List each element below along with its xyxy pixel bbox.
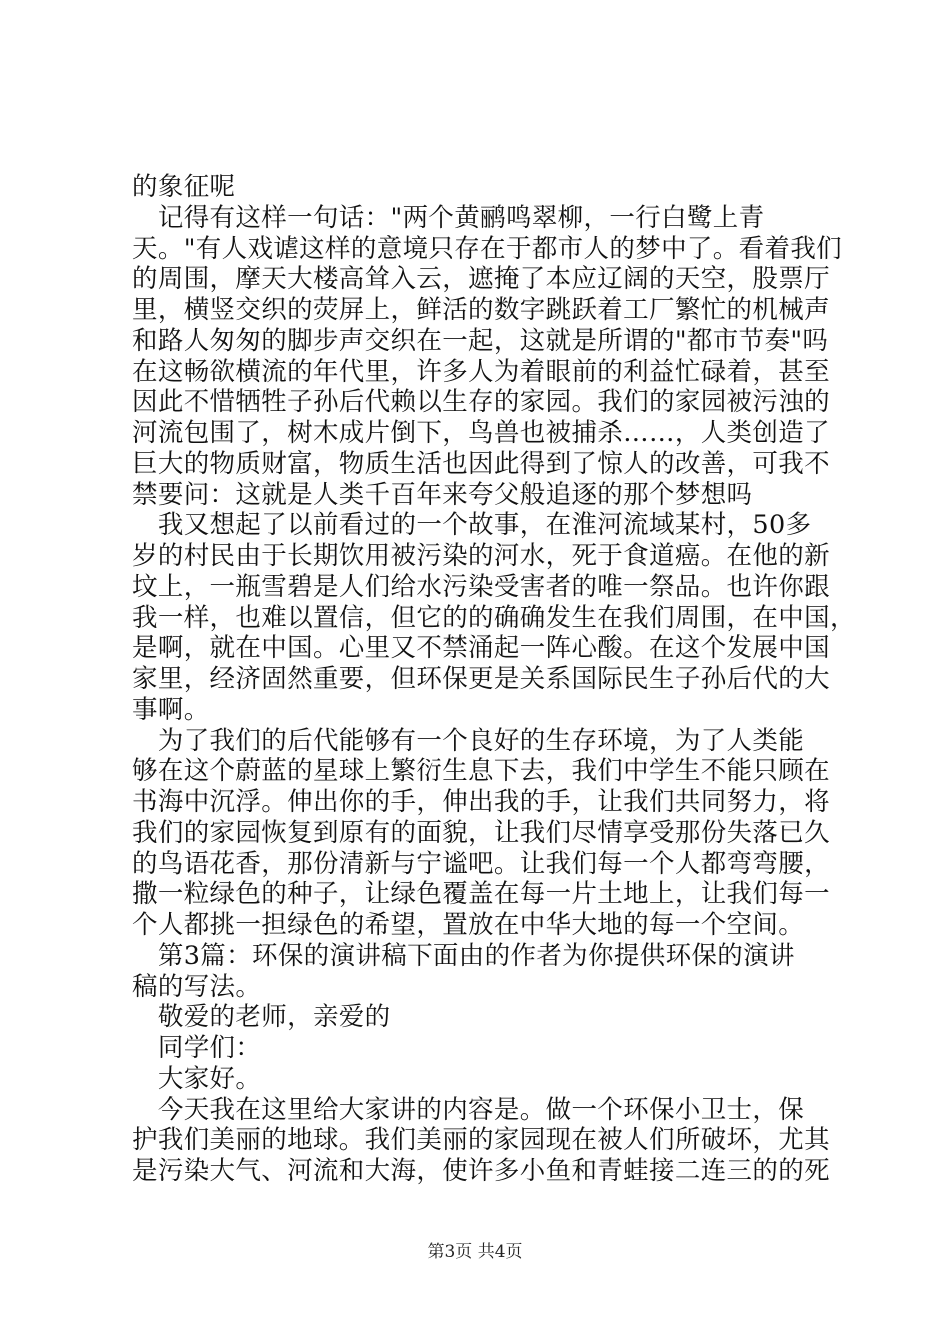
text-line: 的象征呢 — [132, 172, 236, 202]
text-line: 够在这个蔚蓝的星球上繁衍生息下去，我们中学生不能只顾在 — [132, 756, 830, 786]
text-line: 大家好。 — [132, 1064, 262, 1094]
text-line: 我一样，也难以置信，但它的的确确发生在我们周围，在中国， — [132, 603, 856, 633]
text-line: 个人都挑一担绿色的希望，置放在中华大地的每一个空间。 — [132, 910, 805, 940]
text-line: 是啊，就在中国。心里又不禁涌起一阵心酸。在这个发展中国 — [132, 633, 830, 663]
text-line: 同学们： — [132, 1033, 262, 1063]
text-line: 护我们美丽的地球。我们美丽的家园现在被人们所破坏，尤其 — [132, 1125, 830, 1155]
text-line: 记得有这样一句话："两个黄鹂鸣翠柳，一行白鹭上青 — [132, 203, 765, 233]
text-line: 敬爱的老师，亲爱的 — [132, 1002, 391, 1032]
text-line: 巨大的物质财富，物质生活也因此得到了惊人的改善，可我不 — [132, 449, 830, 479]
text-line: 是污染大气、河流和大海，使许多小鱼和青蛙接二连三的的死 — [132, 1156, 830, 1186]
text-line: 禁要问：这就是人类千百年来夸父般追逐的那个梦想吗 — [132, 480, 753, 510]
text-line: 岁的村民由于长期饮用被污染的河水，死于食道癌。在他的新 — [132, 541, 830, 571]
text-line: 和路人匆匆的脚步声交织在一起，这就是所谓的"都市节奏"吗 — [132, 326, 829, 356]
text-line: 坟上，一瓶雪碧是人们给水污染受害者的唯一祭品。也许你跟 — [132, 572, 830, 602]
text-line: 我们的家园恢复到原有的面貌，让我们尽情享受那份失落已久 — [132, 818, 830, 848]
text-line: 家里，经济固然重要，但环保更是关系国际民生子孙后代的大 — [132, 664, 830, 694]
text-line: 河流包围了，树木成片倒下，鸟兽也被捕杀……，人类创造了 — [132, 418, 830, 448]
text-line: 第3篇：环保的演讲稿下面由的作者为你提供环保的演讲 — [132, 941, 795, 971]
text-line: 的周围，摩天大楼高耸入云，遮掩了本应辽阔的天空，股票厅 — [132, 264, 830, 294]
text-line: 在这畅欲横流的年代里，许多人为着眼前的利益忙碌着，甚至 — [132, 357, 830, 387]
text-line: 撒一粒绿色的种子，让绿色覆盖在每一片土地上，让我们每一 — [132, 879, 830, 909]
text-line: 今天我在这里给大家讲的内容是。做一个环保小卫士，保 — [132, 1095, 805, 1125]
text-line: 里，横竖交织的荧屏上，鲜活的数字跳跃着工厂繁忙的机械声 — [132, 295, 830, 325]
text-line: 为了我们的后代能够有一个良好的生存环境，为了人类能 — [132, 726, 805, 756]
page-number-footer: 第3页 共4页 — [427, 1242, 523, 1262]
text-line: 的鸟语花香，那份清新与宁谧吧。让我们每一个人都弯弯腰， — [132, 849, 830, 879]
text-line: 事啊。 — [132, 695, 210, 725]
text-line: 稿的写法。 — [132, 972, 262, 1002]
text-line: 天。"有人戏谑这样的意境只存在于都市人的梦中了。看着我们 — [132, 234, 843, 264]
text-line: 因此不惜牺牲子孙后代赖以生存的家园。我们的家园被污浊的 — [132, 387, 830, 417]
text-line: 书海中沉浮。伸出你的手，伸出我的手，让我们共同努力，将 — [132, 787, 830, 817]
text-line: 我又想起了以前看过的一个故事，在淮河流域某村，50多 — [132, 510, 812, 540]
